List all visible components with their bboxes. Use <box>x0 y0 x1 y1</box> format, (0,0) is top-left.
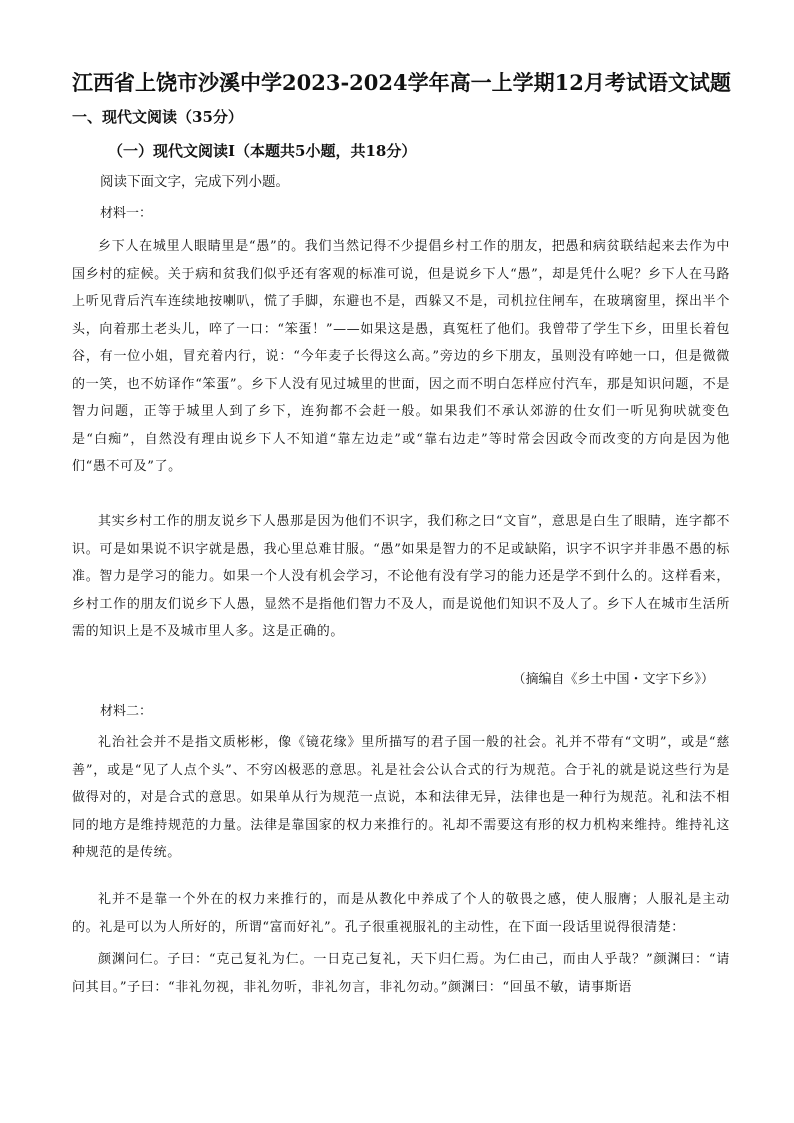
material-1-body <box>72 233 730 481</box>
material-1-body-cont <box>72 508 730 646</box>
material-1-source: （摘编自《乡土中国・文字下乡》） <box>512 672 714 687</box>
material-2-paragraph: 礼治社会并不是指文质彬彬，像《镜花缘》里所描写的君子国一般的社会。礼并不带有“文明”，或是“慈善”，或是“见了人点个头”、不穷凶极恶的意思。礼是社会公认合式的行为规范。合于礼的就是说这些行为是做得对的，对是合式的意思。如果单从行为规范一点说，本和法律无异，法律也是一种行为规范。礼和法不相同的地方是维持规范的力量。法律是靠国家的权力来推行的。礼却不需要这有形的权力机构来维持。维持礼这种规范的是传统。 <box>72 735 730 860</box>
material-2-body-cont <box>72 886 730 941</box>
section-heading: 一、现代文阅读（35分） <box>72 108 243 126</box>
exam-title: 江西省上饶市沙溪中学2023-2024学年高一上学期12月考试语文试题 <box>72 70 731 95</box>
material-2-label: 材料二： <box>100 704 153 719</box>
material-1-label: 材料一： <box>100 206 153 221</box>
material-1-paragraph: 其实乡村工作的朋友说乡下人愚那是因为他们不识字，我们称之曰“文盲”，意思是白生了眼睛，连字都不识。可是如果说不识字就是愚，我心里总难甘服。“愚”如果是智力的不足或缺陷，识字不识字并非愚不愚的标准。智力是学习的能力。如果一个人没有机会学习，不论他有没有学习的能力还是学不到什么的。这样看来，乡村工作的朋友们说乡下人愚，显然不是指他们智力不及人，而是说他们知识不及人了。乡下人在城市生活所需的知识上是不及城市里人多。这是正确的。 <box>72 514 730 639</box>
material-2-paragraph: 礼并不是靠一个外在的权力来推行的，而是从教化中养成了个人的敬畏之感，使人服膺；人服礼是主动的。礼是可以为人所好的，所谓“富而好礼”。孔子很重视服礼的主动性，在下面一段话里说得很清楚： <box>72 892 730 935</box>
sub-heading: （一）现代文阅读Ⅰ（本题共5小题，共18分） <box>108 142 417 160</box>
material-2-body <box>72 729 730 867</box>
material-2-paragraph: 颜渊问仁。子曰：“克己复礼为仁。一日克己复礼，天下归仁焉。为仁由己，而由人乎哉？”颜渊曰：“请问其目。”子曰：“非礼勿视，非礼勿听，非礼勿言，非礼勿动。”颜渊曰：“回虽不敏，请事斯语 <box>72 952 730 995</box>
material-2-body-quote <box>72 946 730 1001</box>
material-1-paragraph: 乡下人在城里人眼睛里是“愚”的。我们当然记得不少提倡乡村工作的朋友，把愚和病贫联结起来去作为中国乡村的症候。关于病和贫我们似乎还有客观的标准可说，但是说乡下人“愚”，却是凭什么呢？乡下人在马路上听见背后汽车连续地按喇叭，慌了手脚，东避也不是，西躲又不是，司机拉住闸车，在玻璃窗里，探出半个头，向着那土老头儿，啐了一口：“笨蛋！”——如果这是愚，真冤枉了他们。我曾带了学生下乡，田里长着包谷，有一位小姐，冒充着内行，说：“今年麦子长得这么高。”旁边的乡下朋友，虽则没有啐她一口，但是微微的一笑，也不妨译作“笨蛋”。乡下人没有见过城里的世面，因之而不明白怎样应付汽车，那是知识问题，不是智力问题，正等于城里人到了乡下，连狗都不会赶一般。如果我们不承认郊游的仕女们一听见狗吠就变色是“白痴”，自然没有理由说乡下人不知道“靠左边走”或“靠右边走”等时常会因政令而改变的方向是因为他们“愚不可及”了。 <box>72 239 730 474</box>
reading-instruction: 阅读下面文字，完成下列小题。 <box>100 174 289 190</box>
